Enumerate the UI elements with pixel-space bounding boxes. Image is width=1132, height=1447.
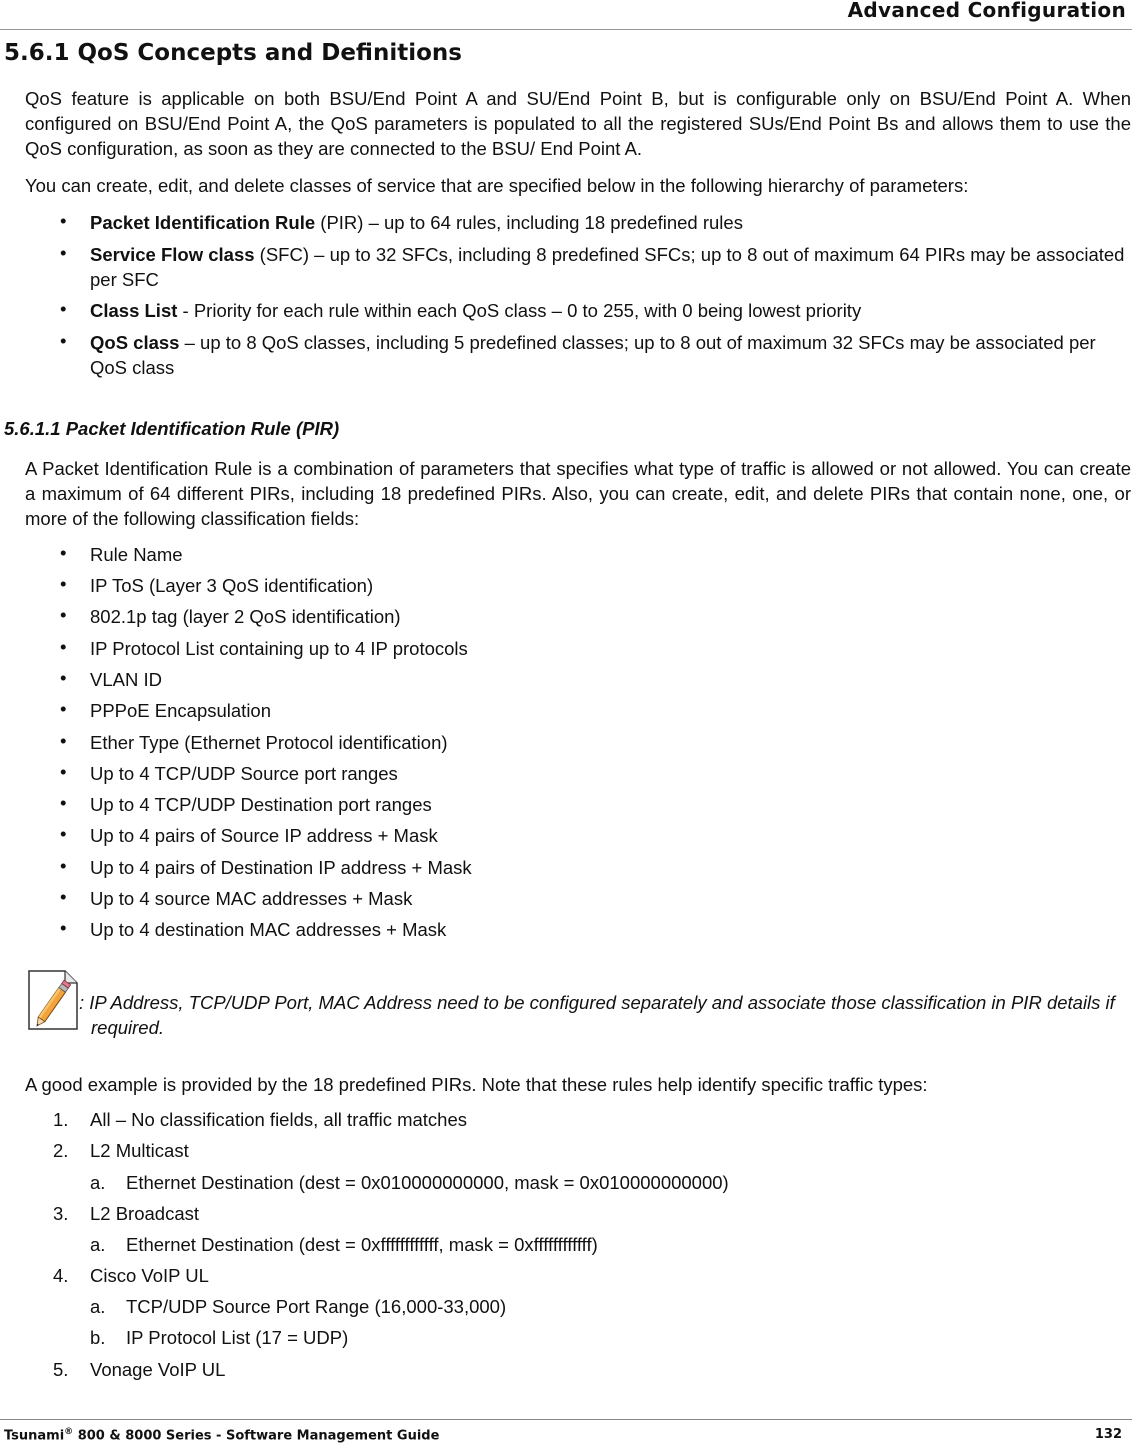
list-item: L2 Multicast (90, 1140, 189, 1161)
hierarchy-intro-paragraph: You can create, edit, and delete classes of service that are specified below in the following hierarchy of parameters: (25, 175, 969, 196)
bullet-marker: • (60, 761, 67, 782)
header-divider (0, 29, 1132, 30)
hierarchy-desc: (SFC) – up to 32 SFCs, including 8 predefined SFCs; up to 8 out of maximum 64 PIRs may be associated per SFC (90, 244, 1125, 290)
bullet-marker: • (60, 604, 67, 625)
list-item: All – No classification fields, all traffic matches (90, 1109, 468, 1130)
field-item: VLAN ID (90, 669, 162, 690)
sub-list-item: Ethernet Destination (dest = 0x010000000000, mask = 0x010000000000) (126, 1172, 729, 1193)
hierarchy-item (90, 242, 1130, 292)
section-intro-paragraph: QoS feature is applicable on both BSU/End Point A and SU/End Point B, but is configurable only on BSU/End Point A. When configured on BSU/End Point A, the QoS parameters is populated to all the registered SUs/End Point Bs and allows them to use the QoS configuration, as soon as they are connected to the BSU/ End Point A. (25, 88, 1131, 159)
list-number: 1. (53, 1109, 69, 1130)
footer-product: Tsunami (4, 1428, 65, 1444)
list-number: 3. (53, 1203, 69, 1224)
hierarchy-item (90, 330, 1130, 380)
list-number: 4. (53, 1265, 69, 1286)
field-item: Up to 4 destination MAC addresses + Mask (90, 919, 447, 940)
list-item: L2 Broadcast (90, 1203, 200, 1224)
bullet-marker: • (60, 298, 67, 319)
bullet-marker: • (60, 730, 67, 751)
registered-mark: ® (64, 1427, 74, 1437)
sub-list-letter: a. (90, 1234, 106, 1255)
hierarchy-term: Packet Identification Rule (90, 212, 316, 233)
sub-list-item: Ethernet Destination (dest = 0xffffffffffff, mask = 0xffffffffffff) (126, 1234, 598, 1255)
field-item: PPPoE Encapsulation (90, 700, 272, 721)
hierarchy-item (90, 210, 1130, 235)
footer-guide-title (4, 1427, 439, 1443)
hierarchy-desc: – up to 8 QoS classes, including 5 predefined classes; up to 8 out of maximum 32 SFCs may be associated per QoS class (90, 332, 1096, 378)
field-item: Up to 4 TCP/UDP Source port ranges (90, 763, 398, 784)
footer-divider (0, 1419, 1132, 1420)
hierarchy-term: Service Flow class (90, 244, 255, 265)
bullet-marker: • (60, 917, 67, 938)
bullet-marker: • (60, 698, 67, 719)
bullet-marker: • (60, 886, 67, 907)
pir-intro-paragraph: A Packet Identification Rule is a combination of parameters that specifies what type of traffic is allowed or not allowed. You can create a maximum of 64 different PIRs, including 18 predefined PIRs. Also, you can create, edit, and delete PIRs that contain none, one, or more of the following classification fields: (25, 458, 1131, 529)
footer-guide-name: 800 & 8000 Series - Software Management Guide (73, 1428, 440, 1444)
field-item: Up to 4 TCP/UDP Destination port ranges (90, 794, 432, 815)
field-item: Rule Name (90, 544, 183, 565)
bullet-marker: • (60, 242, 67, 263)
examples-intro-paragraph: A good example is provided by the 18 predefined PIRs. Note that these rules help identify specific traffic types: (25, 1074, 928, 1095)
bullet-marker: • (60, 573, 67, 594)
bullet-marker: • (60, 792, 67, 813)
list-item: Cisco VoIP UL (90, 1265, 209, 1286)
field-item: Up to 4 pairs of Destination IP address + Mask (90, 857, 472, 878)
note-pencil-icon (27, 969, 79, 1031)
running-header-title: Advanced Configuration (847, 0, 1126, 22)
list-number: 5. (53, 1359, 69, 1380)
hierarchy-term: Class List (90, 300, 178, 321)
sub-list-item: TCP/UDP Source Port Range (16,000-33,000) (126, 1296, 507, 1317)
subsection-heading: 5.6.1.1 Packet Identification Rule (PIR) (4, 418, 340, 439)
bullet-marker: • (60, 855, 67, 876)
list-item: Vonage VoIP UL (90, 1359, 226, 1380)
bullet-marker: • (60, 636, 67, 657)
bullet-marker: • (60, 330, 67, 351)
field-item: Up to 4 pairs of Source IP address + Mask (90, 825, 438, 846)
sub-list-letter: a. (90, 1172, 106, 1193)
section-heading: 5.6.1 QoS Concepts and Definitions (4, 40, 462, 66)
sub-list-letter: a. (90, 1296, 106, 1317)
field-item: 802.1p tag (layer 2 QoS identification) (90, 606, 401, 627)
hierarchy-desc: (PIR) – up to 64 rules, including 18 predefined rules (315, 212, 743, 233)
hierarchy-desc: - Priority for each rule within each QoS class – 0 to 255, with 0 being lowest priority (177, 300, 862, 321)
sub-list-item: IP Protocol List (17 = UDP) (126, 1327, 349, 1348)
field-item: Ether Type (Ethernet Protocol identification) (90, 732, 448, 753)
bullet-marker: • (60, 210, 67, 231)
hierarchy-term: QoS class (90, 332, 180, 353)
note-text: : IP Address, TCP/UDP Port, MAC Address need to be configured separately and associate those classification in PIR details if required. (79, 992, 1115, 1038)
page-number: 132 (1094, 1427, 1122, 1442)
list-number: 2. (53, 1140, 69, 1161)
field-item: Up to 4 source MAC addresses + Mask (90, 888, 413, 909)
hierarchy-item (90, 298, 1130, 323)
bullet-marker: • (60, 667, 67, 688)
sub-list-letter: b. (90, 1327, 106, 1348)
bullet-marker: • (60, 823, 67, 844)
bullet-marker: • (60, 542, 67, 563)
field-item: IP Protocol List containing up to 4 IP protocols (90, 638, 468, 659)
field-item: IP ToS (Layer 3 QoS identification) (90, 575, 374, 596)
